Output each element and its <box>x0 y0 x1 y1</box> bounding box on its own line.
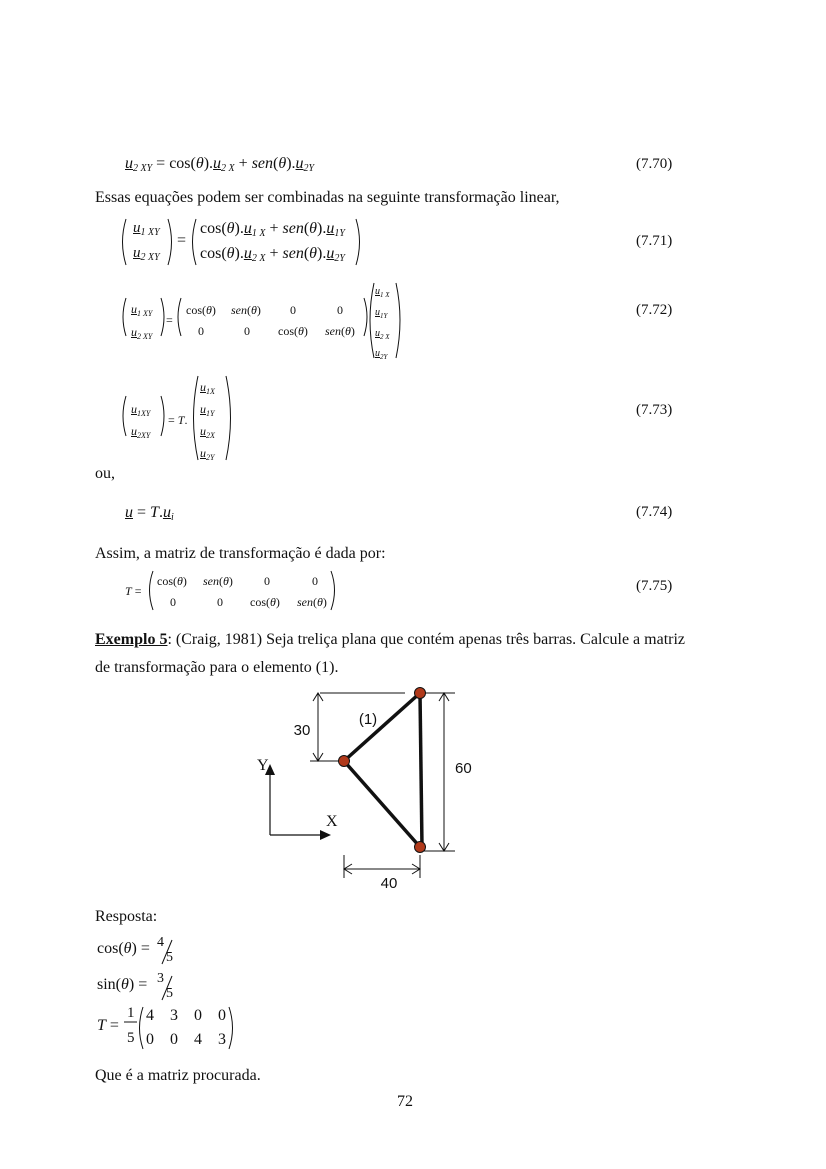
matrix-cell: 0 <box>146 1031 154 1048</box>
equation-7-72-brackets <box>118 280 408 362</box>
example-text-line2: de transformação para o elemento (1). <box>95 659 339 676</box>
fraction-numerator: 1 <box>127 1005 135 1021</box>
cos-denominator: 5 <box>166 950 173 965</box>
closing-sentence: Que é a matriz procurada. <box>95 1067 261 1084</box>
node-top <box>415 688 426 699</box>
sin-numerator: 3 <box>157 971 164 986</box>
matrix-cell: 3 <box>170 1007 178 1024</box>
dimension-60-label: 60 <box>455 760 472 777</box>
bar-element-2 <box>344 761 420 847</box>
x-axis-label: X <box>326 813 338 830</box>
truss-figure <box>250 680 480 895</box>
equation-7-70: $u_{2 XY} = \cos(\theta).u_{2 X} + sen(\theta).u_{2Y}$ <box>125 155 315 174</box>
example-paragraph <box>95 631 685 649</box>
matrix-cell: 0 <box>218 1007 226 1024</box>
equation-number: (7.70) <box>636 156 673 172</box>
matrix-cell: 3 <box>218 1031 226 1048</box>
paragraph-assim: Assim, a matriz de transformação é dada por: <box>95 545 386 562</box>
equation-number: (7.71) <box>636 233 673 249</box>
dimension-30-label: 30 <box>293 722 311 739</box>
bar-element-1 <box>344 693 420 761</box>
y-axis-label: Y <box>257 757 269 774</box>
fraction-denominator: 5 <box>127 1030 135 1046</box>
x-axis-arrowhead <box>320 830 331 840</box>
equation-number: (7.74) <box>636 504 673 520</box>
example-text-line1: : (Craig, 1981) Seja treliça plana que contém apenas três barras. Calcule a matriz <box>167 631 686 648</box>
paragraph-ou: ou, <box>95 465 115 482</box>
node-bottom <box>415 842 426 853</box>
dimension-40-label: 40 <box>380 875 398 892</box>
equation-number: (7.72) <box>636 302 673 318</box>
example-label: Exemplo 5 <box>95 631 168 648</box>
sin-denominator: 5 <box>166 986 173 1001</box>
element-label: (1) <box>358 711 378 728</box>
matrix-cell: 4 <box>146 1007 154 1024</box>
matrix-cell: 0 <box>194 1007 202 1024</box>
equation-number: (7.73) <box>636 402 673 418</box>
page-number: 72 <box>397 1093 413 1110</box>
paragraph-combined-intro: Essas equações podem ser combinadas na seguinte transformação linear, <box>95 189 560 206</box>
matrix-cell: 4 <box>194 1031 202 1048</box>
cos-numerator: 4 <box>157 935 164 950</box>
node-left <box>339 756 350 767</box>
equation-7-74: $u = T.u_i$ <box>125 504 174 523</box>
equation-number: (7.75) <box>636 578 673 594</box>
resposta-label: Resposta: <box>95 908 158 925</box>
bar-element-3 <box>420 693 422 847</box>
matrix-cell: 0 <box>170 1031 178 1048</box>
